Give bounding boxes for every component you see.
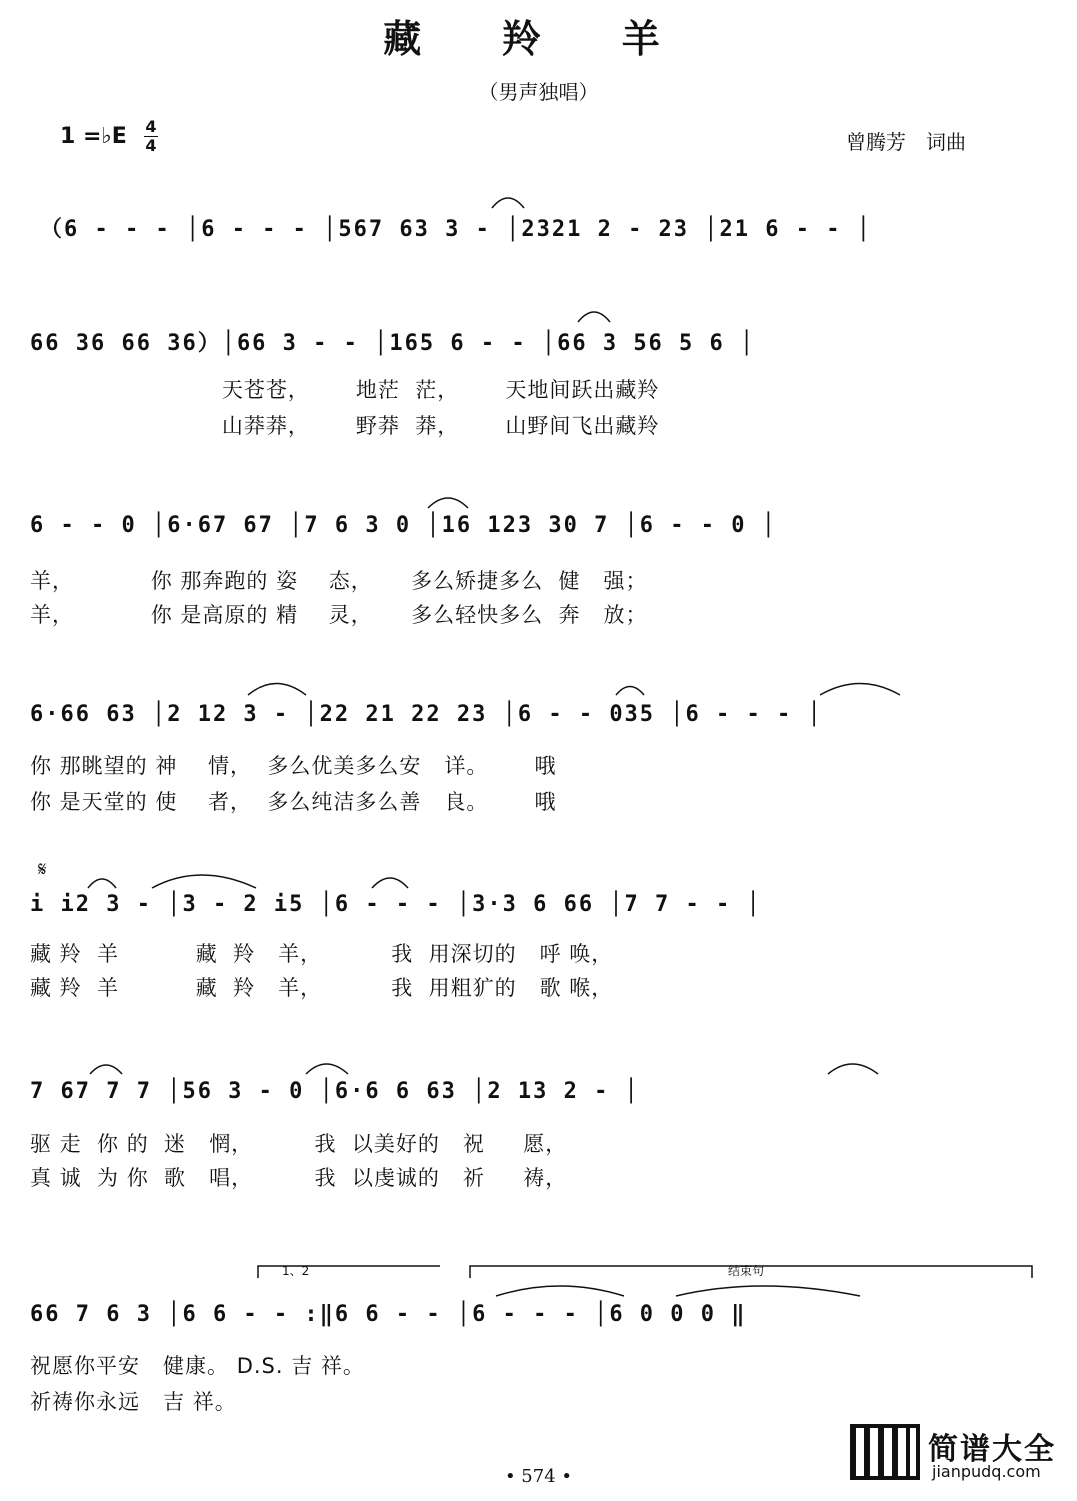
time-signature-bottom: 4 — [145, 136, 157, 155]
slur-mark — [306, 1064, 348, 1074]
notation-row-3: 6 - - 0 │6·67 67 │7 6 3 0 │16 123 30 7 │6 - - 0 │ — [30, 513, 778, 538]
time-signature-top: 4 — [145, 117, 157, 136]
notation-row-4: 6·66 63 │2 12 3 - │22 21 22 23 │6 - - 035 │6 - - - │ — [30, 702, 823, 727]
notation-row-5: i i2 3 - │3 - 2 i5 │6 - - - │3·3 6 66 │7 7 - - │ — [30, 892, 762, 917]
notation-row-2: 66 36 66 36）│66 3 - - │165 6 - - │66 3 56 5 6 │ — [30, 331, 756, 356]
slur-mark — [152, 875, 256, 888]
slur-mark — [428, 498, 468, 508]
volta-ending-label: 结束句 — [728, 1264, 765, 1278]
slur-mark — [372, 878, 408, 888]
volta-bracket — [258, 1266, 440, 1278]
lyric-row-6-verse-1: 驱 走 你 的 迷 惘， 我 以美好的 祝 愿， — [30, 1132, 568, 1156]
notation-row-1: （6 - - - │6 - - - │567 63 3 - │2321 2 - 23 │21 6 - - │ — [40, 217, 872, 242]
slur-mark — [88, 879, 116, 888]
lyric-row-7-verse-1: 祝愿你平安 健康。 D.S. 吉 祥。 — [30, 1354, 365, 1378]
page-number: • 574 • — [504, 1466, 573, 1487]
key-signature: 1 =♭E — [60, 124, 127, 149]
lyric-row-2-verse-1: 天苍苍， 地茫 茫， 天地间跃出藏羚 — [30, 378, 660, 402]
slur-mark — [676, 1286, 860, 1296]
logo-url: jianpudq.com — [932, 1462, 1041, 1481]
slur-mark — [248, 684, 306, 696]
lyric-row-4-verse-2: 你 是天堂的 使 者， 多么纯洁多么善 良。 哦 — [30, 790, 557, 814]
lyric-row-6-verse-2: 真 诚 为 你 歌 唱， 我 以虔诚的 祈 祷， — [30, 1166, 568, 1190]
lyric-row-3-verse-1: 羊， 你 那奔跑的 姿 态， 多么矫捷多么 健 强； — [30, 569, 648, 593]
notation-row-7: 66 7 6 3 │6 6 - - :‖6 6 - - │6 - - - │6 0 0 0 ‖ — [30, 1302, 747, 1327]
lyric-row-5-verse-1: 藏 羚 羊 藏 羚 羊， 我 用深切的 呼 唤， — [30, 942, 614, 966]
lyric-row-5-verse-2: 藏 羚 羊 藏 羚 羊， 我 用粗犷的 歌 喉， — [30, 976, 614, 1000]
lyric-row-3-verse-2: 羊， 你 是高原的 精 灵， 多么轻快多么 奔 放； — [30, 603, 648, 627]
segno-sign: 𝄋 — [38, 857, 47, 881]
slur-mark — [616, 687, 644, 696]
slur-mark — [578, 312, 610, 322]
slur-mark — [496, 1286, 624, 1296]
volta-bracket — [470, 1266, 1032, 1278]
slur-mark — [820, 684, 900, 696]
slur-mark — [90, 1065, 122, 1074]
song-subtitle: （男声独唱） — [478, 80, 599, 104]
lyric-row-4-verse-1: 你 那眺望的 神 情， 多么优美多么安 详。 哦 — [30, 754, 557, 778]
volta-first-ending-label: 1、2 — [282, 1264, 310, 1278]
lyric-row-2-verse-2: 山莽莽， 野莽 莽， 山野间飞出藏羚 — [30, 414, 660, 438]
lyric-row-7-verse-2: 祈祷你永远 吉 祥。 — [30, 1390, 237, 1414]
song-title: 藏 羚 羊 — [383, 17, 694, 61]
notation-row-6: 7 67 7 7 │56 3 - 0 │6·6 6 63 │2 13 2 - │ — [30, 1079, 640, 1104]
logo-text: 简谱大全 — [928, 1432, 1056, 1467]
author-credit: 曾腾芳 词曲 — [846, 130, 966, 154]
slur-mark — [828, 1064, 878, 1074]
slur-mark — [492, 198, 524, 208]
